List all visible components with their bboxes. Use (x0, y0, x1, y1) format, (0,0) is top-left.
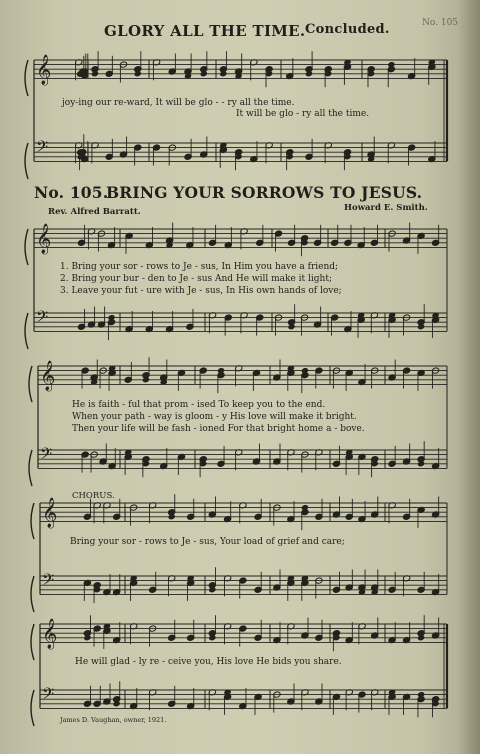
clef: 𝄞 (42, 619, 58, 649)
brace (25, 60, 28, 96)
clef: 𝄢 (40, 445, 53, 467)
brace (29, 450, 32, 486)
brace (31, 503, 34, 539)
brace (29, 366, 32, 402)
verse-line: When your path - way is gloom - y His love will make it bright. (72, 412, 357, 422)
brace (31, 690, 34, 726)
clef: 𝄞 (40, 361, 56, 391)
brace (31, 624, 34, 660)
clef: 𝄢 (42, 685, 55, 707)
verse-line: He is faith - ful that prom - ised To keep you to the end. (72, 400, 326, 410)
clef: 𝄞 (36, 55, 52, 85)
verse-line: 3. Leave your fut - ure with Je - sus, In His own hands of love; (60, 286, 342, 296)
brace (25, 143, 28, 179)
hymn-number: No. 105. (34, 183, 109, 202)
verse-line: 1. Bring your sor - rows to Je - sus, In Him you have a friend; (60, 262, 339, 272)
brace (25, 229, 28, 265)
clef: 𝄢 (42, 571, 55, 593)
continued-lyric-line: It will be glo - ry all the time. (236, 109, 370, 119)
chorus-label: CHORUS. (72, 491, 115, 501)
clef: 𝄞 (42, 498, 58, 528)
continued-hymn-title: GLORY ALL THE TIME. (104, 22, 306, 40)
hymn-title: BRING YOUR SORROWS TO JESUS. (106, 183, 423, 202)
chorus-line: He will glad - ly re - ceive you, His love He bids you share. (75, 657, 342, 667)
clef: 𝄞 (36, 224, 52, 254)
verse-line: 2. Bring your bur - den to Je - sus And He will make it light; (60, 274, 332, 284)
music-credit: Howard E. Smith. (344, 203, 428, 213)
words-credit: Rev. Alfred Barratt. (48, 207, 141, 217)
continued-lyric-line: joy-ing our re-ward, It will be glo - - ry all the time. (62, 98, 295, 108)
continued-status: Concluded. (305, 22, 390, 37)
verse-line: Then your life will be fash - ioned For that bright home a - bove. (72, 424, 365, 434)
clef: 𝄢 (36, 138, 49, 160)
chorus-line: Bring your sor - rows to Je - sus, Your load of grief and care; (70, 537, 345, 547)
clef: 𝄢 (36, 308, 49, 330)
page-number: No. 105 (422, 18, 459, 28)
brace (31, 576, 34, 612)
brace (25, 313, 28, 349)
copyright-footer: James D. Vaughan, owner, 1921. (60, 716, 167, 724)
